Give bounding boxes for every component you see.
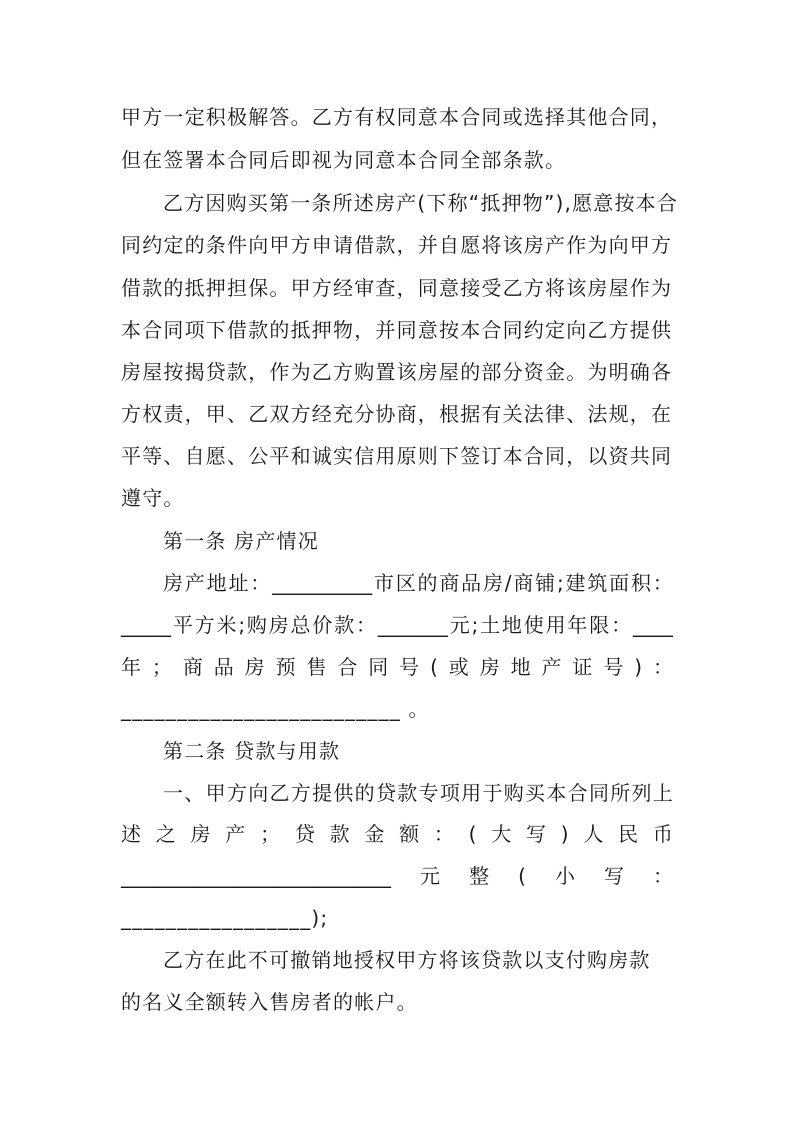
text-token: _______ (377, 613, 448, 637)
text-token: 房 (479, 655, 500, 679)
text-token: 乙 (269, 781, 290, 805)
text-token: 的 (354, 781, 375, 805)
paragraph-line: 乙方在此不可撤销地授权甲方将该贷款以支付购房款 (163, 948, 651, 972)
text-token: 总 (290, 613, 311, 637)
text-token: 年 (121, 655, 141, 679)
text-token: 方 (194, 613, 215, 637)
paragraph-line-justified (121, 864, 673, 888)
text-token: 区 (395, 571, 416, 595)
text-token: 的 (417, 571, 438, 595)
text-token: 房 (190, 822, 211, 846)
text-token: 产 (225, 822, 246, 846)
text-token: 品 (461, 571, 482, 595)
paragraph-line: 甲方一定积极解答。乙方有权同意本合同或选择其他合同， (121, 105, 673, 129)
text-token: 项 (439, 781, 460, 805)
text-token: 土 (480, 613, 501, 637)
text-token: 使 (523, 613, 544, 637)
paragraph-line: _________________); (121, 906, 329, 930)
text-token: __________ (272, 571, 373, 595)
text-token: ( (468, 822, 477, 846)
text-token: 方 (226, 781, 247, 805)
text-token: 地 (510, 655, 531, 679)
text-token: 供 (333, 781, 354, 805)
text-token: 用 (461, 781, 482, 805)
text-token: 或 (448, 655, 469, 679)
text-token: 合 (337, 655, 358, 679)
text-token: 金 (364, 822, 385, 846)
text-token: 同 (588, 781, 609, 805)
section-heading: 第一条 房产情况 (163, 529, 319, 553)
paragraph-line-justified (163, 571, 673, 595)
text-token: 商 (439, 571, 460, 595)
text-token: 合 (567, 781, 588, 805)
text-token: 向 (248, 781, 269, 805)
text-token: 市 (373, 571, 394, 595)
text-token: 房 (482, 571, 503, 595)
text-token: 之 (155, 822, 176, 846)
text-token: 买 (525, 781, 546, 805)
text-token: 证 (572, 655, 593, 679)
text-token: 贷 (294, 822, 315, 846)
text-token: 房 (268, 613, 289, 637)
paragraph-line: 借款的抵押担保。甲方经审查，同意接受乙方将该房屋作为 (121, 276, 673, 300)
text-token: 品 (213, 655, 234, 679)
text-token: ： (250, 571, 271, 595)
text-token: 购 (503, 781, 524, 805)
text-token: 民 (618, 822, 639, 846)
paragraph-line: 同约定的条件向甲方申请借款，并自愿将该房产作为向甲方 (121, 233, 673, 257)
text-token: ( (430, 655, 438, 679)
text-token: 售 (306, 655, 327, 679)
paragraph-line-justified (121, 822, 673, 846)
paragraph-line: 本合同项下借款的抵押物，并同意按本合同约定向乙方提供 (121, 318, 673, 342)
text-token: 号 (603, 655, 624, 679)
text-token: 、 (184, 781, 205, 805)
text-token: 币 (652, 822, 673, 846)
paragraph-line-justified (163, 781, 673, 805)
text-token: 址 (228, 571, 249, 595)
text-token: 写 (526, 822, 546, 846)
text-token: 房 (163, 571, 183, 595)
text-token: 甲 (205, 781, 226, 805)
text-token: ) (634, 655, 643, 679)
text-token: 产 (184, 571, 205, 595)
text-token: ; (238, 613, 246, 637)
text-token: 筑 (587, 571, 608, 595)
text-token: 贷 (375, 781, 396, 805)
text-token: ； (151, 655, 172, 679)
paragraph-line: 房屋按揭贷款，作为乙方购置该房屋的部分资金。为明确各 (121, 360, 673, 384)
text-token: 整 (469, 864, 490, 888)
text-token: 一 (163, 781, 183, 805)
text-token: _____ (121, 613, 171, 637)
text-token: / (504, 571, 512, 595)
text-token: 同 (368, 655, 389, 679)
paragraph-line: 遵守。 (121, 486, 185, 510)
text-token: 款 (397, 781, 418, 805)
text-token: 所 (610, 781, 631, 805)
text-token: 上 (652, 781, 673, 805)
text-token: 额 (399, 822, 420, 846)
text-token: 地 (501, 613, 522, 637)
text-token: 积 (630, 571, 651, 595)
text-token: 房 (244, 655, 265, 679)
text-token: ; (471, 613, 479, 637)
text-token: ： (652, 655, 673, 679)
text-token: ： (433, 822, 454, 846)
text-token: 号 (399, 655, 420, 679)
paragraph-line: 方权责，甲、乙双方经充分协商，根据有关法律、法规，在 (121, 402, 673, 426)
text-token: 元 (420, 864, 441, 888)
text-token: 平 (172, 613, 193, 637)
text-token: ; (556, 571, 564, 595)
text-token: 列 (631, 781, 652, 805)
text-token: 人 (583, 822, 604, 846)
text-token: 述 (121, 822, 141, 846)
text-token: 小 (554, 864, 575, 888)
text-token: ： (653, 864, 673, 888)
text-token: 建 (565, 571, 586, 595)
text-token: 面 (609, 571, 630, 595)
text-token: 价 (312, 613, 333, 637)
paragraph-line: 乙方因购买第一条所述房产(下称“抵押物”),愿意按本合 (163, 191, 679, 215)
text-token: 款 (329, 822, 350, 846)
text-token: 预 (275, 655, 296, 679)
paragraph-line-justified (121, 613, 673, 637)
text-token: 商 (513, 571, 534, 595)
paragraph-line: 的名义全额转入售房者的帐户。 (121, 990, 418, 1014)
paragraph-line-justified (121, 655, 673, 679)
paragraph-line: _________________________ 。 (121, 697, 430, 721)
text-token: 大 (491, 822, 512, 846)
paragraph-line: 但在签署本合同后即视为同意本合同全部条款。 (121, 148, 567, 172)
text-token: 米 (216, 613, 237, 637)
text-token: 方 (290, 781, 311, 805)
text-token: 商 (182, 655, 203, 679)
text-token: ( (518, 864, 526, 888)
text-token: ) (560, 822, 569, 846)
text-token: 款 (334, 613, 355, 637)
text-token: ___________________________ (121, 864, 391, 888)
text-token: 写 (603, 864, 624, 888)
text-token: 地 (206, 571, 227, 595)
text-token: ： (611, 613, 632, 637)
text-token: 用 (545, 613, 566, 637)
text-token: 于 (482, 781, 503, 805)
text-token: 铺 (535, 571, 556, 595)
text-token: 专 (418, 781, 439, 805)
text-token: 限 (589, 613, 610, 637)
text-token: 产 (541, 655, 562, 679)
text-token: ： (356, 613, 377, 637)
text-token: 年 (567, 613, 588, 637)
section-heading: 第二条 贷款与用款 (163, 739, 341, 763)
text-token: 本 (546, 781, 567, 805)
text-token: 购 (246, 613, 267, 637)
text-token: 元 (449, 613, 470, 637)
text-token: 提 (312, 781, 333, 805)
text-token: ： (652, 571, 673, 595)
text-token: ； (260, 822, 281, 846)
paragraph-line: 平等、自愿、公平和诚实信用原则下签订本合同，以资共同 (121, 444, 673, 468)
text-token: ____ (632, 613, 673, 637)
